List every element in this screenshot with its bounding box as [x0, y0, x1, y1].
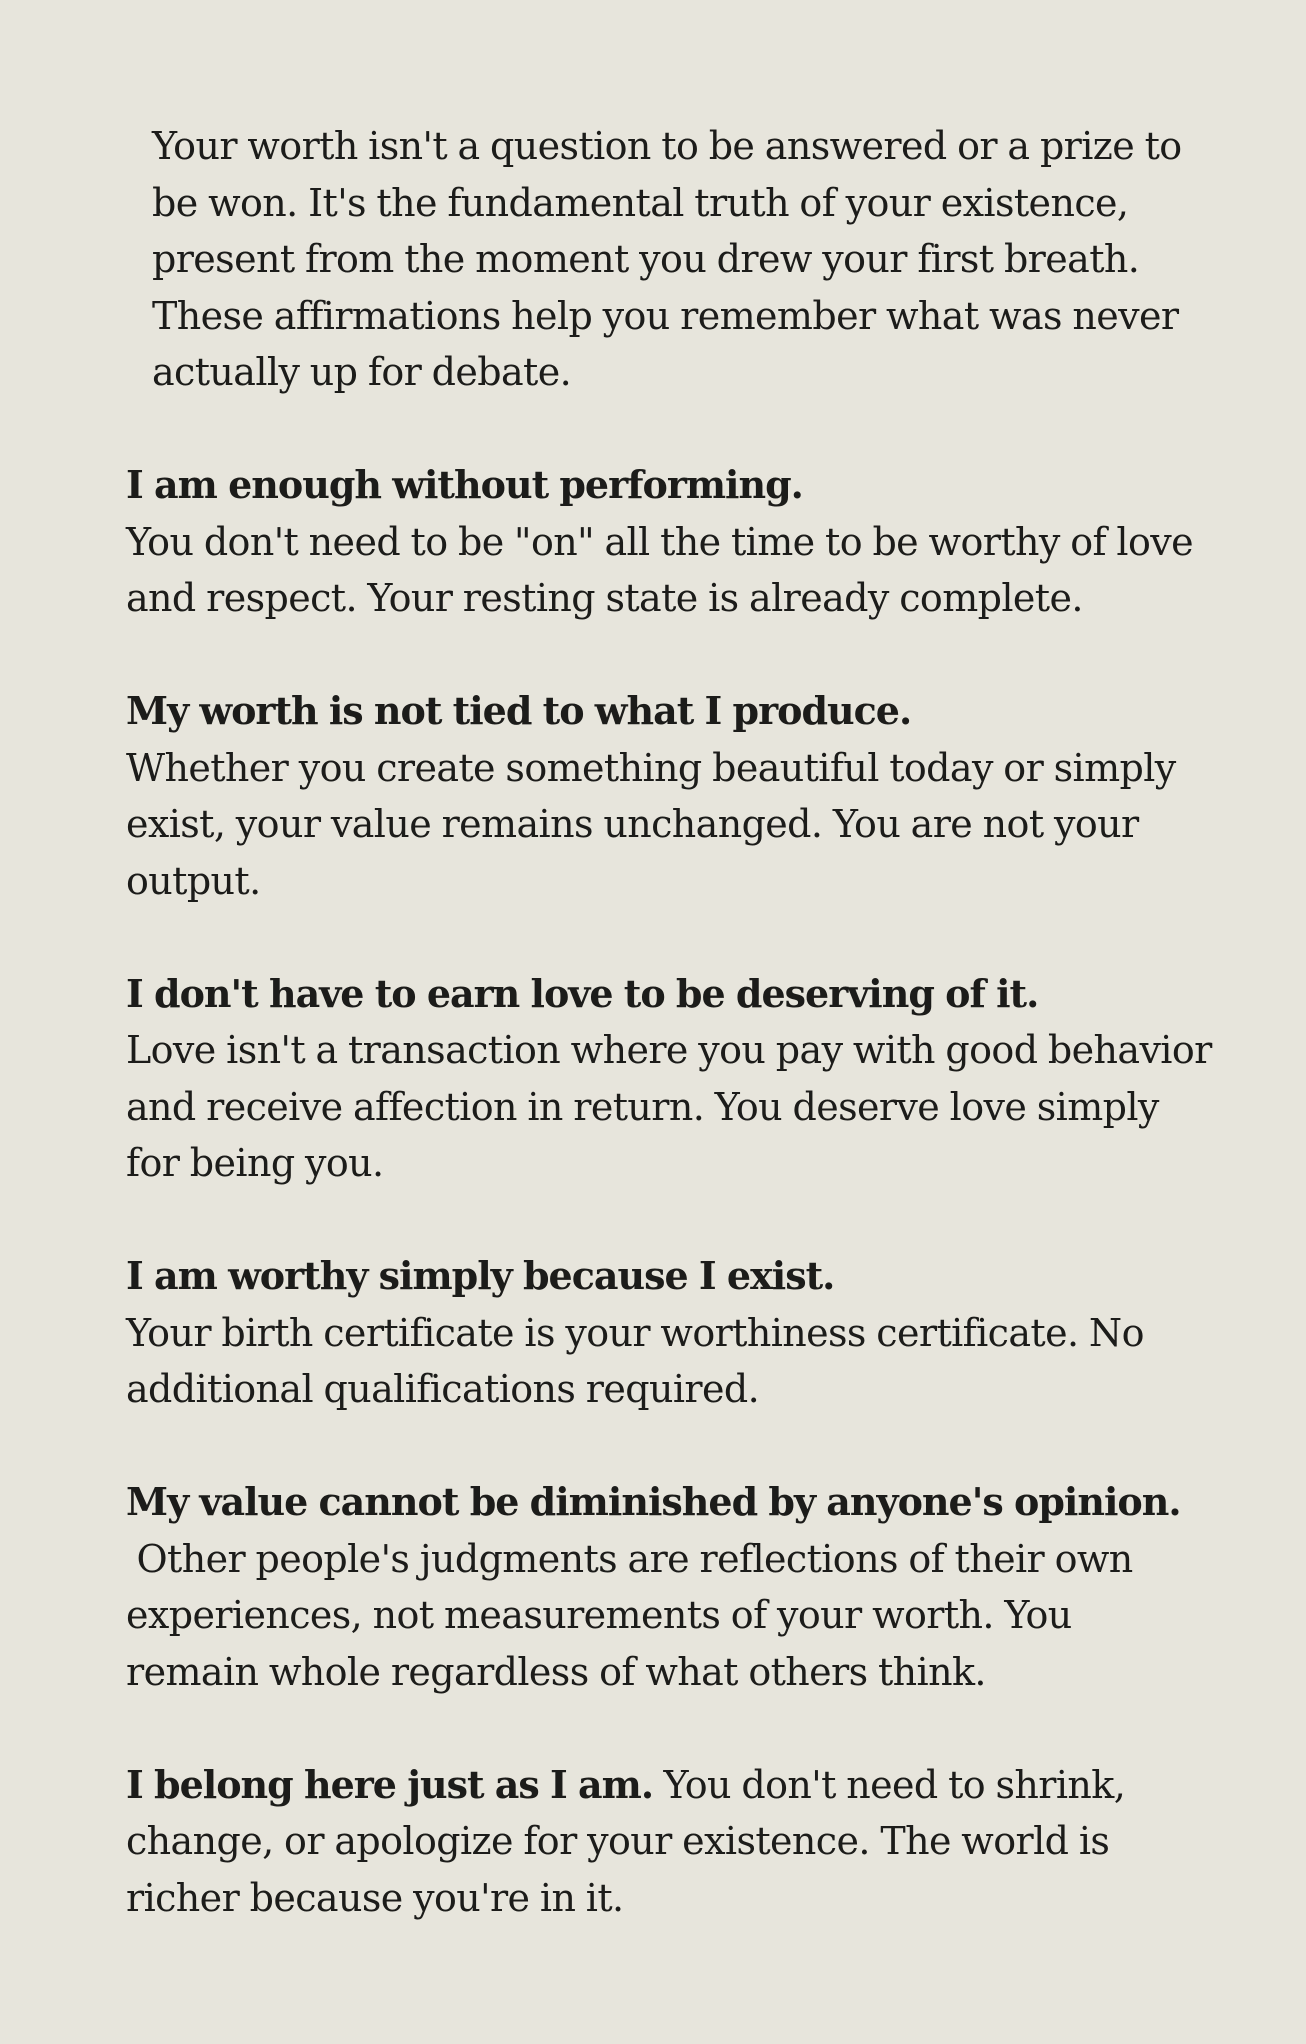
intro-line: present from the moment you drew your first breath. [152, 237, 1140, 281]
affirmation-4 [126, 1248, 1206, 1418]
intro-line: actually up for debate. [152, 350, 572, 394]
intro-paragraph [126, 118, 1206, 401]
affirmation-3 [126, 966, 1212, 1192]
affirmation-2 [126, 683, 1206, 909]
intro-line: These affirmations help you remember what was never [152, 293, 1179, 338]
intro-line: be won. It's the fundamental truth of your existence, [152, 180, 1129, 225]
closing-body-line: richer because you're in it. [126, 1875, 624, 1920]
affirmation-body-line: You don't need to be "on" all the time to be worthy of love [126, 519, 1194, 564]
affirmation-body-line: Love isn't a transaction where you pay with good behavior [126, 1028, 1212, 1072]
affirmation-body-line: remain whole regardless of what others think. [126, 1649, 986, 1694]
closing-first-line [126, 1757, 1206, 1814]
intro-line: Your worth isn't a question to be answered or a prize to [152, 124, 1182, 168]
article-body [126, 118, 1212, 1926]
closing-first-line-rest: You don't need to shrink, [653, 1762, 1126, 1807]
affirmation-1 [126, 457, 1206, 627]
closing-body-line: change, or apologize for your existence. The world is [126, 1819, 1110, 1863]
affirmation-body-line: additional qualifications required. [126, 1367, 760, 1411]
closing-heading: I belong here just as I am. [126, 1761, 654, 1807]
affirmation-body-line: experiences, not measurements of your worth. You [126, 1593, 1072, 1637]
affirmation-body-line: exist, your value remains unchanged. You are not your [126, 802, 1139, 846]
affirmation-body-line: Other people's judgments are reflections of their own [126, 1536, 1133, 1581]
affirmation-body-line: and receive affection in return. You deserve love simply [126, 1084, 1159, 1129]
affirmation-body-line: output. [126, 858, 261, 903]
closing-affirmation [126, 1757, 1206, 1927]
affirmation-body-line: Your birth certificate is your worthiness certificate. No [126, 1310, 1144, 1355]
affirmation-body-line: and respect. Your resting state is already complete. [126, 576, 1083, 620]
affirmation-body-line: for being you. [126, 1141, 384, 1185]
affirmation-5 [126, 1474, 1206, 1700]
affirmation-heading: My worth is not tied to what I produce. [126, 688, 912, 733]
affirmation-body-line: Whether you create something beautiful today or simply [126, 745, 1176, 790]
affirmation-heading: My value cannot be diminished by anyone's opinion. [126, 1479, 1181, 1524]
affirmation-heading: I am worthy simply because I exist. [126, 1253, 835, 1298]
affirmation-heading: I don't have to earn love to be deserving of it. [126, 970, 1039, 1016]
affirmation-heading: I am enough without performing. [126, 462, 803, 507]
